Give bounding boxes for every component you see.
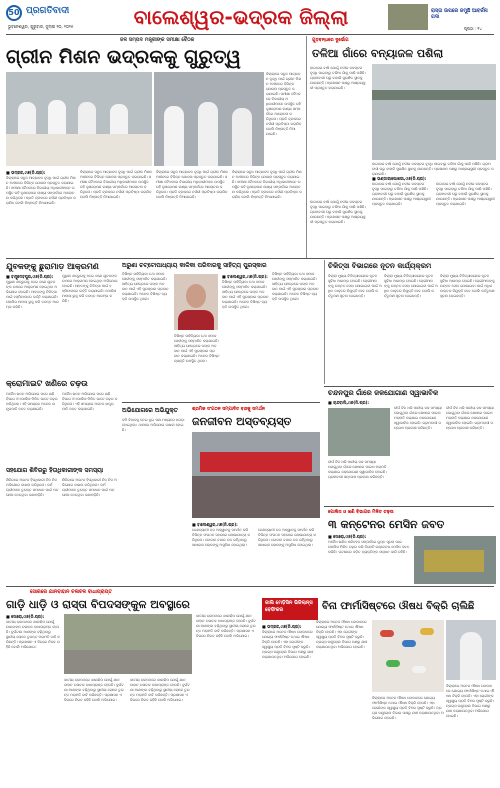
water-photo — [328, 408, 390, 456]
portrait-saree — [178, 310, 214, 330]
pharma-red-box: ଜାଲି ମେଡ଼ିସିନ ଭିଜିଲାନ୍ସ ବେଫିକର — [262, 598, 318, 620]
section-rule — [6, 586, 494, 587]
right-lower-dateline: ■ ଚାନ୍ଦବାଲି,୯ା୭(ନି.ପ୍ର): — [328, 400, 369, 405]
page-number: ପୃଷ୍ଠା : ୧୪ — [464, 26, 483, 31]
section-rule — [122, 402, 320, 403]
obit-body-col4: ବିଶିଷ୍ଟ ସାହିତ୍ୟିକା ତଥା ସମାଜସେବୀଙ୍କୁ ସମ୍ମାନିତ କରାଯାଇଛି। ସାହିତ୍ୟ କ୍ଷେତ୍ରରେ ତାଙ୍କ ଅବଦାନ ପାଇଁ ଏହି ପୁରସ୍କାର ପ୍ରଦାନ କରାଯାଇଛି। ଅନେକ ବିଶିଷ୍ଟ ବ୍ୟକ୍ତି ଉପସ୍ଥିତ ଥିଲେ। — [174, 334, 220, 363]
portrait-face — [186, 284, 206, 308]
person-figure — [18, 102, 36, 134]
meeting-table — [6, 134, 152, 166]
pharma-body-col2: ଜିଲ୍ଲାରେ ଅନେକ ଔଷଧ ଦୋକାନରେ ଯୋଗ୍ୟ ଫାର୍ମାସିଷ୍ଟ ନଥାଇ ଔଷଧ ବିକ୍ରି ହେଉଛି। ଏହା ରୋଗୀଙ୍କ ସ୍ୱାସ୍ଥ୍ୟ ପ୍ରତି ବିପଦ ସୃଷ୍ଟି କରୁଛି। ଡ୍ରଗ୍ସ କଣ୍ଟ୍ରୋଲ ବିଭାଗ ପକ୍ଷରୁ ଯାଞ୍ଚ କରାଯାଉନଥିବା ଅଭିଯୋଗ ହୋଇଛି। — [316, 620, 368, 649]
right-top-body-col3: ଲଗାତାର ବର୍ଷା ଯୋଗୁଁ ନଦୀର ଜଳସ୍ତର ବୃଦ୍ଧି ପାଇବାରୁ ତଳିଆ ଗାଁକୁ ପାଣି ପଶିଛି। ଗ୍ରାମବାସୀ ଘରୁ ବାହାରି ସୁରକ୍ଷିତ ସ୍ଥାନକୁ ଯାଉଛନ୍ତି। ପ୍ରଶାସନ ପକ୍ଷରୁ ଆଶ୍ରୟସ୍ଥଳୀ ପ୍ରସ୍ତୁତ କରାଯାଇଛି। — [436, 182, 495, 206]
date-line: ଭୁବନେଶ୍ୱର, ଗୁରୁବାର, ଜୁଲାଇ ୧୦, ୨୦୨୫ — [8, 24, 74, 29]
pill — [420, 628, 434, 635]
machine-photo — [414, 536, 496, 584]
right-top-dateline: ■ ଭଣ୍ଡାରୀପୋଖରୀ,୯ା୭(ନି.ପ୍ର): — [372, 176, 427, 181]
person-figure — [110, 104, 128, 134]
right-top-caption: ଲଗାତାର ବର୍ଷା ଯୋଗୁଁ ନଦୀର ଜଳସ୍ତର ବୃଦ୍ଧି ପାଇବାରୁ ତଳିଆ ଗାଁକୁ ପାଣି ପଶିଛି। ଗ୍ରାମବାସୀ ଘରୁ ବାହାରି ସୁରକ୍ଷିତ ସ୍ଥାନକୁ ଯାଉଛନ୍ତି। ପ୍ରଶାସନ ପକ୍ଷରୁ ଆଶ୍ରୟସ୍ଥଳୀ ପ୍ରସ୍ତୁତ କରାଯାଇଛି। — [372, 162, 494, 176]
lead-photo-officials — [154, 72, 264, 166]
protest-body-col1: ଦେଶବ୍ୟାପୀ ବନ୍ଦ ଆହ୍ୱାନକୁ ସମର୍ଥନ କରି ବିଭିନ୍ନ ସଂଗଠନ ସହରରେ ଶୋଭାଯାତ୍ରା କରିଥିଲେ। ଦୋକାନ ବଜାର ବନ୍ଦ ରହିଥିବାରୁ ସାଧାରଣ ଲୋକଙ୍କୁ ଅସୁବିଧା ହୋଇଥିଲା। — [192, 528, 251, 547]
protest-banner — [200, 452, 312, 472]
lead-headline: ଗ୍ରୀନ ମିଶନ ଭଦ୍ରକକୁ ଗୁରୁତ୍ୱ — [6, 46, 241, 68]
road-kicker: ସୋରରେ ଯାନବାହାନ ଚଳାଚଳ ବାଧାପ୍ରାପ୍ତ — [30, 589, 112, 595]
column-rule — [324, 260, 325, 384]
facility-headline: ସହଯୋଗ ଶିବିରରୁ ହିତାଧିକାରୀଙ୍କ ସମସ୍ୟା — [6, 467, 104, 474]
district-title: ବାଲେଶ୍ୱର-ଭଦ୍ରକ ଜିଲ୍ଲା — [133, 5, 349, 29]
right-mid-headline: ଚିକିତ୍ସା ବିଭାଗରେ ନୂତନ କାର୍ଯ୍ୟକ୍ରମ — [328, 262, 432, 270]
pharma-body-col1: ଜିଲ୍ଲାରେ ଅନେକ ଔଷଧ ଦୋକାନରେ ଯୋଗ୍ୟ ଫାର୍ମାସିଷ୍ଟ ନଥାଇ ଔଷଧ ବିକ୍ରି ହେଉଛି। ଏହା ରୋଗୀଙ୍କ ସ୍ୱାସ୍ଥ୍ୟ ପ୍ରତି ବିପଦ ସୃଷ୍ଟି କରୁଛି। ଡ୍ରଗ୍ସ କଣ୍ଟ୍ରୋଲ ବିଭାଗ ପକ୍ଷରୁ ଯାଞ୍ଚ କରାଯାଉନଥିବା ଅଭିଯୋଗ ହୋଇଛି। — [262, 630, 314, 659]
section-rule — [6, 258, 494, 259]
masthead-rule — [6, 34, 494, 35]
protest-headline: ଜନଜୀବନ ଅସ୍ତବ୍ୟସ୍ତ — [192, 415, 292, 428]
road-body-col4: ଜାତୀୟ ରାଜପଥରେ ଖାଲଢିପ ଯୋଗୁଁ ଯାନବାହାନ ଚଳାଚଳ ବାଧାପ୍ରାପ୍ତ ହେଉଛି। ଦୁର୍ଘଟଣା ଆଶଙ୍କା ବଢ଼ିଥିବାରୁ ସ୍ଥାନୀୟ ଲୋକେ ତୁରନ୍ତ ମରାମତି ଦାବି କରିଛନ୍ତି। ପ୍ରଶାସନ ଏ ଦିଗରେ ନିରବ ରହିଛି ବୋଲି ଅଭିଯୋଗ। — [196, 614, 256, 638]
lead-dateline: ■ ଭଦ୍ରକ,୯ା୭(ନି.ପ୍ର): — [6, 170, 46, 175]
right-top-kicker: ଗୁଡ଼ବନ୍ଧରେ ଦୁର୍ଭୋଗ — [312, 38, 349, 43]
paper-name: ପ୍ରଗତିବାଦୀ — [26, 6, 70, 16]
police-dateline: ■ ସୋରୋ,୯ା୭(ନି.ପ୍ର): — [328, 534, 367, 539]
right-lower-headline: ଚନ୍ଦନପୁର ଗାଁରେ ଜଳଯୋଗାଣ ସ୍ୱାଭାବିକ — [328, 389, 439, 397]
road-body-col3: ଜାତୀୟ ରାଜପଥରେ ଖାଲଢିପ ଯୋଗୁଁ ଯାନବାହାନ ଚଳାଚଳ ବାଧାପ୍ରାପ୍ତ ହେଉଛି। ଦୁର୍ଘଟଣା ଆଶଙ୍କା ବଢ଼ିଥିବାରୁ ସ୍ଥାନୀୟ ଲୋକେ ତୁରନ୍ତ ମରାମତି ଦାବି କରିଛନ୍ତି। ପ୍ରଶାସନ ଏ ଦିଗରେ ନିରବ ରହିଛି ବୋଲି ଅଭିଯୋଗ। — [130, 678, 190, 702]
pharmacist-figure — [460, 632, 482, 680]
flood-water — [372, 98, 496, 160]
small-mid-body: ଜମି ବିବାଦକୁ ନେଇ ଦୁଇ ପକ୍ଷ ମଧ୍ୟରେ ଝଗଡ଼ା ହୋଇଥିଲା। ଥାନାରେ ଅଭିଯୋଗ ଦାଖଲ ହୋଇଛି। — [122, 418, 185, 432]
road-body-col1: ଜାତୀୟ ରାଜପଥରେ ଖାଲଢିପ ଯୋଗୁଁ ଯାନବାହାନ ଚଳାଚଳ ବାଧାପ୍ରାପ୍ତ ହେଉଛି। ଦୁର୍ଘଟଣା ଆଶଙ୍କା ବଢ଼ିଥିବାରୁ ସ୍ଥାନୀୟ ଲୋକେ ତୁରନ୍ତ ମରାମତି ଦାବି କରିଛନ୍ତି। ପ୍ରଶାସନ ଏ ଦିଗରେ ନିରବ ରହିଛି ବୋଲି ଅଭିଯୋଗ। — [6, 620, 61, 649]
right-lower-body-col3: ଦୀର୍ଘ ଦିନ ଧରି ପାନୀୟ ଜଳ ସମସ୍ୟା ଭୋଗୁଥିବା ଗାଁରେ ଶେଷରେ ପାଇପ ମରାମତି କରାଯାଇ ଜଳଯୋଗାଣ ସ୍ୱାଭାବିକ ହୋଇଛି। ଗ୍ରାମବାସୀ ସନ୍ତୋଷ ପ୍ରକାଶ କରିଛନ୍ତି। — [446, 406, 494, 430]
obit-headline: ଅରୁଣା ଚଟ୍ଟୋପାଧ୍ୟାୟ କାଳିକା ପରିବାରକୁ ସାହିତ୍ୟ ପୁରସ୍କାର — [122, 262, 267, 269]
pill — [380, 630, 394, 637]
right-mid-body-col2: ଜିଲ୍ଲା ମୁଖ୍ୟ ଚିକିତ୍ସାଳୟରେ ନୂତନ ସୁବିଧା ଆରମ୍ଭ ହୋଇଛି। ରୋଗୀମାନଙ୍କୁ ଉନ୍ନତ ସେବା ଯୋଗାଇବା ପାଇଁ ଅଧିକ ଡାକ୍ତର ନିଯୁକ୍ତି ହେବ ବୋଲି କର୍ତ୍ତୃପକ୍ଷ ସୂଚନା ଦେଇଛନ୍ତି। — [384, 274, 438, 298]
protest-body-col2: ଦେଶବ୍ୟାପୀ ବନ୍ଦ ଆହ୍ୱାନକୁ ସମର୍ଥନ କରି ବିଭିନ୍ନ ସଂଗଠନ ସହରରେ ଶୋଭାଯାତ୍ରା କରିଥିଲେ। ଦୋକାନ ବଜାର ବନ୍ଦ ରହିଥିବାରୁ ସାଧାରଣ ଲୋକଙ୍କୁ ଅସୁବିଧା ହୋଇଥିଲା। — [258, 528, 317, 547]
right-top-body-col2: ଲଗାତାର ବର୍ଷା ଯୋଗୁଁ ନଦୀର ଜଳସ୍ତର ବୃଦ୍ଧି ପାଇବାରୁ ତଳିଆ ଗାଁକୁ ପାଣି ପଶିଛି। ଗ୍ରାମବାସୀ ଘରୁ ବାହାରି ସୁରକ୍ଷିତ ସ୍ଥାନକୁ ଯାଉଛନ୍ତି। ପ୍ରଶାସନ ପକ୍ଷରୁ ଆଶ୍ରୟସ୍ଥଳୀ ପ୍ରସ୍ତୁତ କରାଯାଇଛି। — [372, 182, 431, 206]
pharma-body-col4: ଜିଲ୍ଲାରେ ଅନେକ ଔଷଧ ଦୋକାନରେ ଯୋଗ୍ୟ ଫାର୍ମାସିଷ୍ଟ ନଥାଇ ଔଷଧ ବିକ୍ରି ହେଉଛି। ଏହା ରୋଗୀଙ୍କ ସ୍ୱାସ୍ଥ୍ୟ ପ୍ରତି ବିପଦ ସୃଷ୍ଟି କରୁଛି। ଡ୍ରଗ୍ସ କଣ୍ଟ୍ରୋଲ ବିଭାଗ ପକ୍ଷରୁ ଯାଞ୍ଚ କରାଯାଉନଥିବା ଅଭିଯୋଗ ହୋଇଛି। — [446, 684, 495, 718]
road-surface — [64, 650, 192, 674]
right-mid-body-col3: ଜିଲ୍ଲା ମୁଖ୍ୟ ଚିକିତ୍ସାଳୟରେ ନୂତନ ସୁବିଧା ଆରମ୍ଭ ହୋଇଛି। ରୋଗୀମାନଙ୍କୁ ଉନ୍ନତ ସେବା ଯୋଗାଇବା ପାଇଁ ଅଧିକ ଡାକ୍ତର ନିଯୁକ୍ତି ହେବ ବୋଲି କର୍ତ୍ତୃପକ୍ଷ ସୂଚନା ଦେଇଛନ୍ତି। — [440, 274, 495, 298]
crowd — [192, 476, 320, 518]
police-kicker: ପୋଲିସ ଓ ଖଣି ବିଭାଗର ମିଳିତ ଚଢ଼ଉ — [328, 510, 394, 515]
anniversary-logo: 50 — [6, 5, 22, 21]
person-figure — [232, 108, 252, 166]
person-figure — [198, 102, 218, 166]
pill — [412, 666, 426, 673]
facility-body-col1: ଶିବିରରେ ଅନେକ ହିତାଧିକାରୀ ନିଜ ନିଜ ଅଭିଯୋଗ ଦାଖଲ କରିଥିଲେ। କର୍ମଚାରୀମାନେ ତୁରନ୍ତ ସମାଧାନ ପାଇଁ ପଦକ୍ଷେପ ନେଉଥିବା ଜଣାପଡ଼ିଛି। — [6, 478, 59, 497]
pharma-body-col3: ଜିଲ୍ଲାରେ ଅନେକ ଔଷଧ ଦୋକାନରେ ଯୋଗ୍ୟ ଫାର୍ମାସିଷ୍ଟ ନଥାଇ ଔଷଧ ବିକ୍ରି ହେଉଛି। ଏହା ରୋଗୀଙ୍କ ସ୍ୱାସ୍ଥ୍ୟ ପ୍ରତି ବିପଦ ସୃଷ୍ଟି କରୁଛି। ଡ୍ରଗ୍ସ କଣ୍ଟ୍ରୋଲ ବିଭାଗ ପକ୍ଷରୁ ଯାଞ୍ଚ କରାଯାଉନଥିବା ଅଭିଯୋଗ ହୋଇଛି। — [372, 696, 444, 720]
right-top-side-col: ଲଗାତାର ବର୍ଷା ଯୋଗୁଁ ନଦୀର ଜଳସ୍ତର ବୃଦ୍ଧି ପାଇବାରୁ ତଳିଆ ଗାଁକୁ ପାଣି ପଶିଛି। ଗ୍ରାମବାସୀ ଘରୁ ବାହାରି ସୁରକ୍ଷିତ ସ୍ଥାନକୁ ଯାଉଛନ୍ତି। ପ୍ରଶାସନ ପକ୍ଷରୁ ଆଶ୍ରୟସ୍ଥଳୀ ପ୍ରସ୍ତୁତ କରାଯାଇଛି। — [310, 66, 366, 90]
teaser-photo — [388, 4, 428, 30]
obit-body-col1: ବିଶିଷ୍ଟ ସାହିତ୍ୟିକା ତଥା ସମାଜସେବୀଙ୍କୁ ସମ୍ମାନିତ କରାଯାଇଛି। ସାହିତ୍ୟ କ୍ଷେତ୍ରରେ ତାଙ୍କ ଅବଦାନ ପାଇଁ ଏହି ପୁରସ୍କାର ପ୍ରଦାନ କରାଯାଇଛି। ଅନେକ ବିଶିଷ୍ଟ ବ୍ୟକ୍ତି ଉପସ୍ଥିତ ଥିଲେ। — [122, 272, 169, 301]
section-rule — [324, 506, 494, 507]
obit-body-col3: ବିଶିଷ୍ଟ ସାହିତ୍ୟିକା ତଥା ସମାଜସେବୀଙ୍କୁ ସମ୍ମାନିତ କରାଯାଇଛି। ସାହିତ୍ୟ କ୍ଷେତ୍ରରେ ତାଙ୍କ ଅବଦାନ ପାଇଁ ଏହି ପୁରସ୍କାର ପ୍ରଦାନ କରାଯାଇଛି। ଅନେକ ବିଶିଷ୍ଟ ବ୍ୟକ୍ତି ଉପସ୍ଥିତ ଥିଲେ। — [272, 272, 319, 301]
mid-left-body-col1: ପୁରୁଣା ଶତ୍ରୁତାକୁ ନେଇ ଜଣେ ଯୁବକଙ୍କ ଉପରେ ଆକ୍ରମଣ ହୋଇଥିବା ଅଭିଯୋଗ ହୋଇଛି। ଆହତଙ୍କୁ ଚିକିତ୍ସା ପାଇଁ ହସ୍ପିଟାଲରେ ଭର୍ତ୍ତି କରାଯାଇଛି। ପୋଲିସ ମାମଲା ରୁଜୁ କରି ତଦନ୍ତ ଆରମ୍ଭ କରିଛି। — [6, 280, 59, 309]
pill — [386, 660, 400, 667]
obit-dateline: ■ ବାଲେଶ୍ୱର,୯ା୭(ନି.ପ୍ର): — [222, 274, 268, 279]
right-top-body-col1: ଲଗାତାର ବର୍ଷା ଯୋଗୁଁ ନଦୀର ଜଳସ୍ତର ବୃଦ୍ଧି ପାଇବାରୁ ତଳିଆ ଗାଁକୁ ପାଣି ପଶିଛି। ଗ୍ରାମବାସୀ ଘରୁ ବାହାରି ସୁରକ୍ଷିତ ସ୍ଥାନକୁ ଯାଉଛନ୍ତି। ପ୍ରଶାସନ ପକ୍ଷରୁ ଆଶ୍ରୟସ୍ଥଳୀ ପ୍ରସ୍ତୁତ କରାଯାଇଛି। — [310, 200, 366, 224]
mid-left-headline: ଯୁବକଙ୍କୁ ଛୁରାମାଡ଼ ଆକ୍ରମଣ — [6, 262, 99, 271]
lead-body-col4: ଜିଲ୍ଲାରେ ସବୁଜ ଆଚ୍ଛାଦନ ବୃଦ୍ଧି ପାଇଁ ଗ୍ରୀନ ମିଶନ ଅଧୀନରେ ବିଭିନ୍ନ ଯୋଜନା ପ୍ରସ୍ତୁତ କରାଯାଇଛି। ସମୀକ୍ଷା ବୈଠକରେ ବିଭାଗୀୟ ଅଧିକାରୀମାନେ ଉପସ୍ଥିତ ରହି ବୃକ୍ଷରୋପଣ ଲକ୍ଷ୍ୟ ସମ୍ପର୍କରେ ଆଲୋଚନା କରିଥିଲେ। ପ୍ରତି ବ୍ଲକରେ ନର୍ସରୀ ପ୍ରତିଷ୍ଠା କରାଯିବ ବୋଲି ନିଷ୍ପତ୍ତି ନିଆଯାଇଛି। — [232, 170, 302, 199]
mid-left-body-col2: ପୁରୁଣା ଶତ୍ରୁତାକୁ ନେଇ ଜଣେ ଯୁବକଙ୍କ ଉପରେ ଆକ୍ରମଣ ହୋଇଥିବା ଅଭିଯୋଗ ହୋଇଛି। ଆହତଙ୍କୁ ଚିକିତ୍ସା ପାଇଁ ହସ୍ପିଟାଲରେ ଭର୍ତ୍ତି କରାଯାଇଛି। ପୋଲିସ ମାମଲା ରୁଜୁ କରି ତଦନ୍ତ ଆରମ୍ଭ କରିଛି। — [62, 274, 118, 303]
person-figure — [164, 106, 184, 166]
lead-photo-meeting — [6, 72, 152, 166]
pills-photo — [372, 620, 444, 692]
mid-left-dateline: ■ ବାସୁଦେବପୁର,୯ା୭(ନି.ପ୍ର): — [6, 274, 54, 279]
road-photo — [64, 614, 192, 674]
pharma-headline: ବିନା ଫାର୍ମାସିଷ୍ଟରେ ଔଷଧ ବିକ୍ରି ଚାଲିଛି — [322, 601, 475, 612]
person-figure — [78, 102, 96, 134]
right-mid-body-col1: ଜିଲ୍ଲା ମୁଖ୍ୟ ଚିକିତ୍ସାଳୟରେ ନୂତନ ସୁବିଧା ଆରମ୍ଭ ହୋଇଛି। ରୋଗୀମାନଙ୍କୁ ଉନ୍ନତ ସେବା ଯୋଗାଇବା ପାଇଁ ଅଧିକ ଡାକ୍ତର ନିଯୁକ୍ତି ହେବ ବୋଲି କର୍ତ୍ତୃପକ୍ଷ ସୂଚନା ଦେଇଛନ୍ତି। — [328, 274, 382, 298]
lead-kicker: ଜଳ ସମ୍ପଦ ମନ୍ତ୍ରୀଙ୍କ ସମୀକ୍ଷା ବୈଠକ — [120, 37, 195, 43]
small-mid-headline: ଅଭିଯୋଗରେ ଅଭିଯୁକ୍ତ — [122, 407, 178, 414]
tree-line — [372, 90, 496, 100]
flood-photo — [372, 64, 496, 160]
chromite-headline: କ୍ରୋମାଇଟ ଖଣିରେ ଚଢ଼ଉ — [6, 379, 88, 388]
masthead — [0, 0, 500, 34]
column-rule — [306, 36, 307, 258]
road-body-col2: ଜାତୀୟ ରାଜପଥରେ ଖାଲଢିପ ଯୋଗୁଁ ଯାନବାହାନ ଚଳାଚଳ ବାଧାପ୍ରାପ୍ତ ହେଉଛି। ଦୁର୍ଘଟଣା ଆଶଙ୍କା ବଢ଼ିଥିବାରୁ ସ୍ଥାନୀୟ ଲୋକେ ତୁରନ୍ତ ମରାମତି ଦାବି କରିଛନ୍ତି। ପ୍ରଶାସନ ଏ ଦିଗରେ ନିରବ ରହିଛି ବୋଲି ଅଭିଯୋଗ। — [64, 678, 124, 702]
portrait-photo — [174, 274, 218, 330]
lead-body-col2: ଜିଲ୍ଲାରେ ସବୁଜ ଆଚ୍ଛାଦନ ବୃଦ୍ଧି ପାଇଁ ଗ୍ରୀନ ମିଶନ ଅଧୀନରେ ବିଭିନ୍ନ ଯୋଜନା ପ୍ରସ୍ତୁତ କରାଯାଇଛି। ସମୀକ୍ଷା ବୈଠକରେ ବିଭାଗୀୟ ଅଧିକାରୀମାନେ ଉପସ୍ଥିତ ରହି ବୃକ୍ଷରୋପଣ ଲକ୍ଷ୍ୟ ସମ୍ପର୍କରେ ଆଲୋଚନା କରିଥିଲେ। ପ୍ରତି ବ୍ଲକରେ ନର୍ସରୀ ପ୍ରତିଷ୍ଠା କରାଯିବ ବୋଲି ନିଷ୍ପତ୍ତି ନିଆଯାଇଛି। — [80, 170, 152, 199]
right-top-headline: ତଳିଆ ଗାଁରେ ବନ୍ୟାଜଳ ପଶିଲା — [312, 47, 444, 60]
pharma-dateline: ■ ଭଦ୍ରକ,୯ା୭(ନି.ପ୍ର): — [262, 624, 302, 629]
section-rule — [324, 386, 494, 387]
lead-body-col1: ଜିଲ୍ଲାରେ ସବୁଜ ଆଚ୍ଛାଦନ ବୃଦ୍ଧି ପାଇଁ ଗ୍ରୀନ ମିଶନ ଅଧୀନରେ ବିଭିନ୍ନ ଯୋଜନା ପ୍ରସ୍ତୁତ କରାଯାଇଛି। ସମୀକ୍ଷା ବୈଠକରେ ବିଭାଗୀୟ ଅଧିକାରୀମାନେ ଉପସ୍ଥିତ ରହି ବୃକ୍ଷରୋପଣ ଲକ୍ଷ୍ୟ ସମ୍ପର୍କରେ ଆଲୋଚନା କରିଥିଲେ। ପ୍ରତି ବ୍ଲକରେ ନର୍ସରୀ ପ୍ରତିଷ୍ଠା କରାଯିବ ବୋଲି ନିଷ୍ପତ୍ତି ନିଆଯାଇଛି। — [6, 176, 76, 205]
lead-body-col3: ଜିଲ୍ଲାରେ ସବୁଜ ଆଚ୍ଛାଦନ ବୃଦ୍ଧି ପାଇଁ ଗ୍ରୀନ ମିଶନ ଅଧୀନରେ ବିଭିନ୍ନ ଯୋଜନା ପ୍ରସ୍ତୁତ କରାଯାଇଛି। ସମୀକ୍ଷା ବୈଠକରେ ବିଭାଗୀୟ ଅଧିକାରୀମାନେ ଉପସ୍ଥିତ ରହି ବୃକ୍ଷରୋପଣ ଲକ୍ଷ୍ୟ ସମ୍ପର୍କରେ ଆଲୋଚନା କରିଥିଲେ। ପ୍ରତି ବ୍ଲକରେ ନର୍ସରୀ ପ୍ରତିଷ୍ଠା କରାଯିବ ବୋଲି ନିଷ୍ପତ୍ତି ନିଆଯାଇଛି। — [156, 170, 228, 199]
police-body-col1: ଅବୈଧ ଖଣିଜ ପରିବହନ ସମ୍ପର୍କରେ ଗୁପ୍ତ ସୂଚନା ପାଇ ପୋଲିସ ମିଳିତ ଚଢ଼ଉ କରି ତିନୋଟି କଣ୍ଟେନର ମେସିନ ଜବତ କରିଛି। ଘଟଣାରେ ଜଡ଼ିତ ବ୍ୟକ୍ତିଙ୍କ ସନ୍ଧାନ ଜାରି ରହିଛି। — [328, 540, 410, 554]
protest-dateline: ■ ବାଲେଶ୍ୱର,୯ା୭(ନି.ପ୍ର): — [192, 522, 238, 527]
pill — [402, 640, 416, 647]
facility-body-col2: ଶିବିରରେ ଅନେକ ହିତାଧିକାରୀ ନିଜ ନିଜ ଅଭିଯୋଗ ଦାଖଲ କରିଥିଲେ। କର୍ମଚାରୀମାନେ ତୁରନ୍ତ ସମାଧାନ ପାଇଁ ପଦକ୍ଷେପ ନେଉଥିବା ଜଣାପଡ଼ିଛି। — [62, 478, 117, 497]
police-headline: ୩ କନ୍ଟେନର ମେସିନ ଜବତ — [328, 518, 445, 531]
right-lower-body-col2: ଦୀର୍ଘ ଦିନ ଧରି ପାନୀୟ ଜଳ ସମସ୍ୟା ଭୋଗୁଥିବା ଗାଁରେ ଶେଷରେ ପାଇପ ମରାମତି କରାଯାଇ ଜଳଯୋଗାଣ ସ୍ୱାଭାବିକ ହୋଇଛି। ଗ୍ରାମବାସୀ ସନ୍ତୋଷ ପ୍ରକାଶ କରିଛନ୍ତି। — [394, 406, 442, 430]
pharmacist-photo — [446, 620, 496, 680]
road-dateline: ■ ସୋରୋ,୯ା୭(ନି.ପ୍ର): — [6, 614, 45, 619]
protest-photo — [192, 432, 320, 518]
right-lower-body-col1: ଦୀର୍ଘ ଦିନ ଧରି ପାନୀୟ ଜଳ ସମସ୍ୟା ଭୋଗୁଥିବା ଗାଁରେ ଶେଷରେ ପାଇପ ମରାମତି କରାଯାଇ ଜଳଯୋଗାଣ ସ୍ୱାଭାବିକ ହୋଇଛି। ଗ୍ରାମବାସୀ ସନ୍ତୋଷ ପ୍ରକାଶ କରିଛନ୍ତି। — [328, 460, 387, 479]
machine-shape — [424, 550, 484, 572]
chromite-body-col1: ଅବୈଧ ଖନନ ଅଭିଯୋଗ ପରେ ଖଣି ବିଭାଗ ଓ ପୋଲିସ ମିଳିତ ଭାବେ ଚଢ଼ଉ କରିଥିଲେ। ଏହି ସମୟରେ ଅନେକ ଯନ୍ତ୍ରପାତି ଜବତ କରାଯାଇଛି। — [6, 392, 58, 411]
protest-kicker: ଶ୍ରମିକ ସଂଗଠନ ସମ୍ପାଦିତ ବନ୍ଦକୁ ସମର୍ଥନ — [192, 407, 265, 412]
person-figure — [48, 100, 66, 134]
teaser-text: ରାସ୍ତା ଉପରେ ଜମୁଛି ଆବର୍ଜନା ଗଦା — [431, 8, 488, 20]
chromite-body-col2: ଅବୈଧ ଖନନ ଅଭିଯୋଗ ପରେ ଖଣି ବିଭାଗ ଓ ପୋଲିସ ମିଳିତ ଭାବେ ଚଢ଼ଉ କରିଥିଲେ। ଏହି ସମୟରେ ଅନେକ ଯନ୍ତ୍ରପାତି ଜବତ କରାଯାଇଛି। — [62, 392, 118, 411]
road-headline: ଗାଡ଼ି ଧାଡ଼ି ଓ ରାସ୍ତା ବିପଦସଙ୍କୁଳ ଅବସ୍ଥାରେ — [6, 598, 190, 611]
obit-body-col2: ବିଶିଷ୍ଟ ସାହିତ୍ୟିକା ତଥା ସମାଜସେବୀଙ୍କୁ ସମ୍ମାନିତ କରାଯାଇଛି। ସାହିତ୍ୟ କ୍ଷେତ୍ରରେ ତାଙ୍କ ଅବଦାନ ପାଇଁ ଏହି ପୁରସ୍କାର ପ୍ରଦାନ କରାଯାଇଛି। ଅନେକ ବିଶିଷ୍ଟ ବ୍ୟକ୍ତି ଉପସ୍ଥିତ ଥିଲେ। — [222, 280, 269, 309]
lead-side-column: ଜିଲ୍ଲାରେ ସବୁଜ ଆଚ୍ଛାଦନ ବୃଦ୍ଧି ପାଇଁ ଗ୍ରୀନ ମିଶନ ଅଧୀନରେ ବିଭିନ୍ନ ଯୋଜନା ପ୍ରସ୍ତୁତ କରାଯାଇଛି। ସମୀକ୍ଷା ବୈଠକରେ ବିଭାଗୀୟ ଅଧିକାରୀମାନେ ଉପସ୍ଥିତ ରହି ବୃକ୍ଷରୋପଣ ଲକ୍ଷ୍ୟ ସମ୍ପର୍କରେ ଆଲୋଚନା କରିଥିଲେ। ପ୍ରତି ବ୍ଲକରେ ନର୍ସରୀ ପ୍ରତିଷ୍ଠା କରାଯିବ ବୋଲି ନିଷ୍ପତ୍ତି ନିଆଯାଇଛି। — [266, 72, 302, 136]
